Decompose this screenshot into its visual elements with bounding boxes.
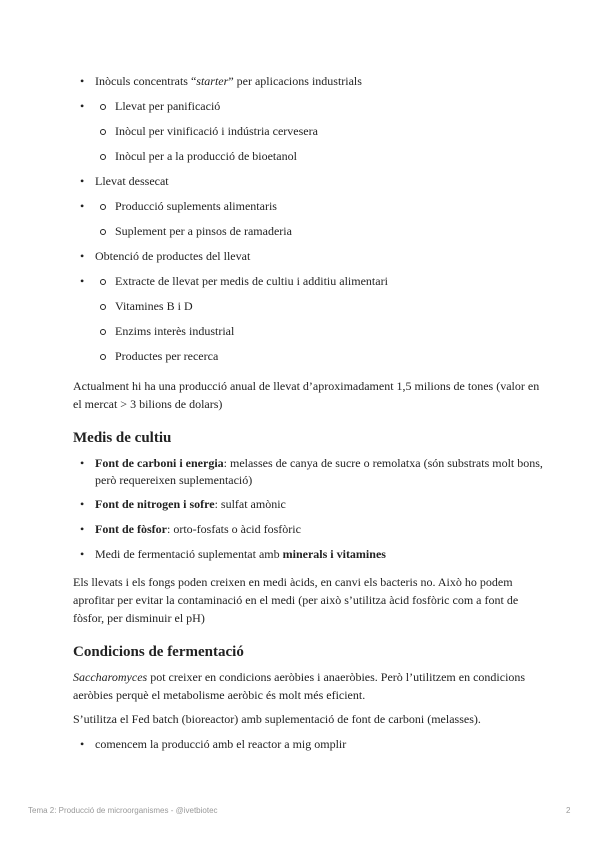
list-item: • Llevat dessecat bbox=[73, 173, 543, 190]
list-item: • Medi de fermentació suplementat amb minerals i vitamines bbox=[73, 546, 543, 563]
sublist-item: Suplement per a pinsos de ramaderia bbox=[73, 223, 543, 240]
list-item: • Font de fòsfor: orto-fosfats o àcid fosfòric bbox=[73, 521, 543, 538]
sublist-wrapper bbox=[73, 198, 543, 240]
heading-condicions-de-fermentacio: Condicions de fermentació bbox=[73, 644, 244, 660]
paragraph-production: Actualment hi ha una producció anual de llevat d’aproximadament 1,5 milions de tones (valor en el mercat > 3 bilions de dolars) bbox=[73, 379, 540, 411]
footer-title: Tema 2: Producció de microorganismes - @ivetbiotec bbox=[28, 806, 218, 815]
sublist-item: Enzims interès industrial bbox=[73, 323, 543, 340]
sublist-item: Inòcul per vinificació i indústria cervesera bbox=[73, 123, 543, 140]
list-item: • Obtenció de productes del llevat bbox=[73, 248, 543, 265]
bullet-list-condicions bbox=[73, 736, 543, 753]
sublist-item: Productes per recerca bbox=[73, 348, 543, 365]
footer-page-number: 2 bbox=[566, 806, 571, 815]
list-item: • comencem la producció amb el reactor a mig omplir bbox=[73, 736, 543, 753]
bullet-list-medis bbox=[73, 455, 543, 563]
sublist-item: • Extracte de llevat per medis de cultiu i additiu alimentari bbox=[73, 273, 543, 290]
sublist-wrapper bbox=[73, 98, 543, 165]
paragraph-fed-batch: S’utilitza el Fed batch (bioreactor) amb suplementació de font de carboni (melasses). bbox=[73, 712, 481, 726]
paragraph-acid-media: Els llevats i els fongs poden creixen en medi àcids, en canvi els bacteris no. Això ho podem aprofitar per evitar la contaminació en el medi (per això s’utilitza àcid fosfòric com a font de fòsfor, per disminuir el pH) bbox=[73, 575, 519, 625]
sublist-wrapper bbox=[73, 273, 543, 365]
bullet-list-uses bbox=[73, 73, 543, 365]
paragraph-saccharomyces: Saccharomyces pot creixer en condicions aeròbies i anaeròbies. Però l’utilitzem en condicions aeròbies perquè el metabolisme aeròbic és molt més eficient. bbox=[73, 670, 526, 702]
sublist-item: • Llevat per panificació bbox=[73, 98, 543, 115]
sublist-item: Inòcul per a la producció de bioetanol bbox=[73, 148, 543, 165]
sublist-item: • Producció suplements alimentaris bbox=[73, 198, 543, 215]
list-item: • Inòculs concentrats “starter” per aplicacions industrials bbox=[73, 73, 543, 90]
sublist-item: Vitamines B i D bbox=[73, 298, 543, 315]
list-item: • Font de nitrogen i sofre: sulfat amònic bbox=[73, 496, 543, 513]
heading-medis-de-cultiu: Medis de cultiu bbox=[73, 430, 172, 446]
list-item: • Font de carboni i energia: melasses de canya de sucre o remolatxa (són substrats molt bons, però requereixen suplementació) bbox=[73, 455, 543, 489]
